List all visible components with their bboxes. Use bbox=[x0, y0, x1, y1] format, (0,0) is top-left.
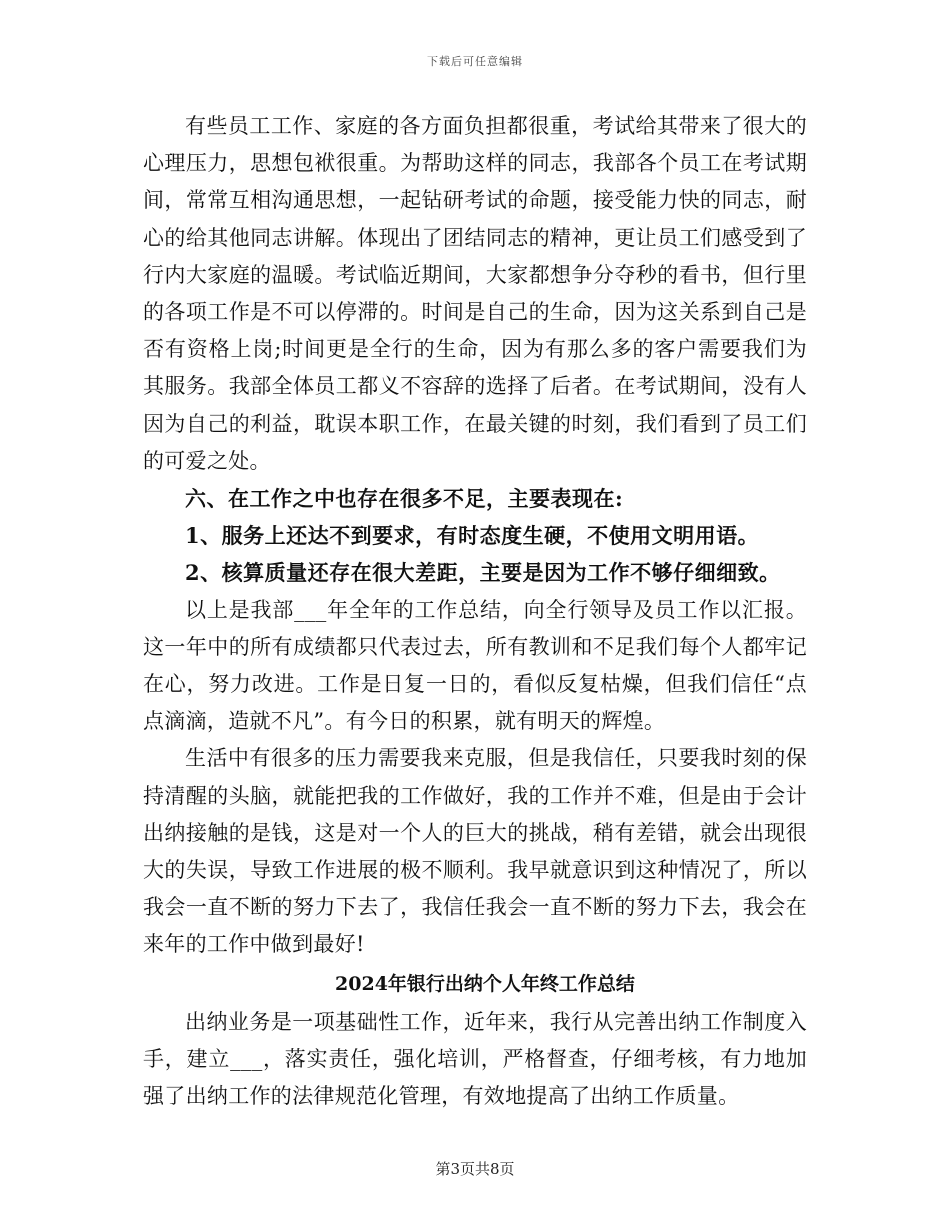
document-body bbox=[143, 108, 807, 1115]
paragraph-cashier-business: 出纳业务是一项基础性工作，近年来，我行从完善出纳工作制度入手，建立___，落实责任，强化培训，严格督查，仔细考核，有力地加强了出纳工作的法律规范化管理，有效地提高了出纳工作质量。 bbox=[143, 1009, 807, 1109]
paragraph-life-pressure: 生活中有很多的压力需要我来克服，但是我信任，只要我时刻的保持清醒的头脑，就能把我的工作做好，我的工作并不难，但是由于会计出纳接触的是钱，这是对一个人的巨大的挑战，稍有差错，就会出现很大的失误，导致工作进展的极不顺利。我早就意识到这种情况了，所以我会一直不断的努力下去了，我信任我会一直不断的努力下去，我会在来年的工作中做到最好! bbox=[143, 746, 807, 957]
paragraph-staff-exam: 有些员工工作、家庭的各方面负担都很重，考试给其带来了很大的心理压力，思想包袱很重。为帮助这样的同志，我部各个员工在考试期间，常常互相沟通思想，一起钻研考试的命题，接受能力快的同志，耐心的给其他同志讲解。体现出了团结同志的精神，更让员工们感受到了行内大家庭的温暖。考试临近期间，大家都想争分夺秒的看书，但行里的各项工作是不可以停滞的。时间是自己的生命，因为这关系到自己是否有资格上岗;时间更是全行的生命，因为有那么多的客户需要我们为其服务。我部全体员工都义不容辞的选择了后者。在考试期间，没有人因为自己的利益，耽误本职工作，在最关键的时刻，我们看到了员工们的可爱之处。 bbox=[143, 114, 807, 473]
paragraph-summary: 以上是我部___年全年的工作总结，向全行领导及员工作以汇报。这一年中的所有成绩都只代表过去，所有教训和不足我们每个人都牢记在心，努力改进。工作是日复一日的，看似反复枯燥，但我们信任“点点滴滴，造就不凡”。有今日的积累，就有明天的辉煌。 bbox=[143, 597, 807, 734]
page-footer: 第3页共8页 bbox=[435, 1160, 515, 1178]
page-header: 下载后可任意编辑 bbox=[427, 55, 523, 68]
shortcoming-item-2: 2、核算质量还存在很大差距，主要是因为工作不够仔细细致。 bbox=[185, 560, 781, 586]
shortcoming-item-1: 1、服务上还达不到要求，有时态度生硬，不使用文明用语。 bbox=[185, 523, 760, 549]
section-title: 2024年银行出纳个人年终工作总结 bbox=[335, 972, 635, 995]
heading-shortcomings: 六、在工作之中也存在很多不足，主要表现在: bbox=[185, 486, 624, 512]
